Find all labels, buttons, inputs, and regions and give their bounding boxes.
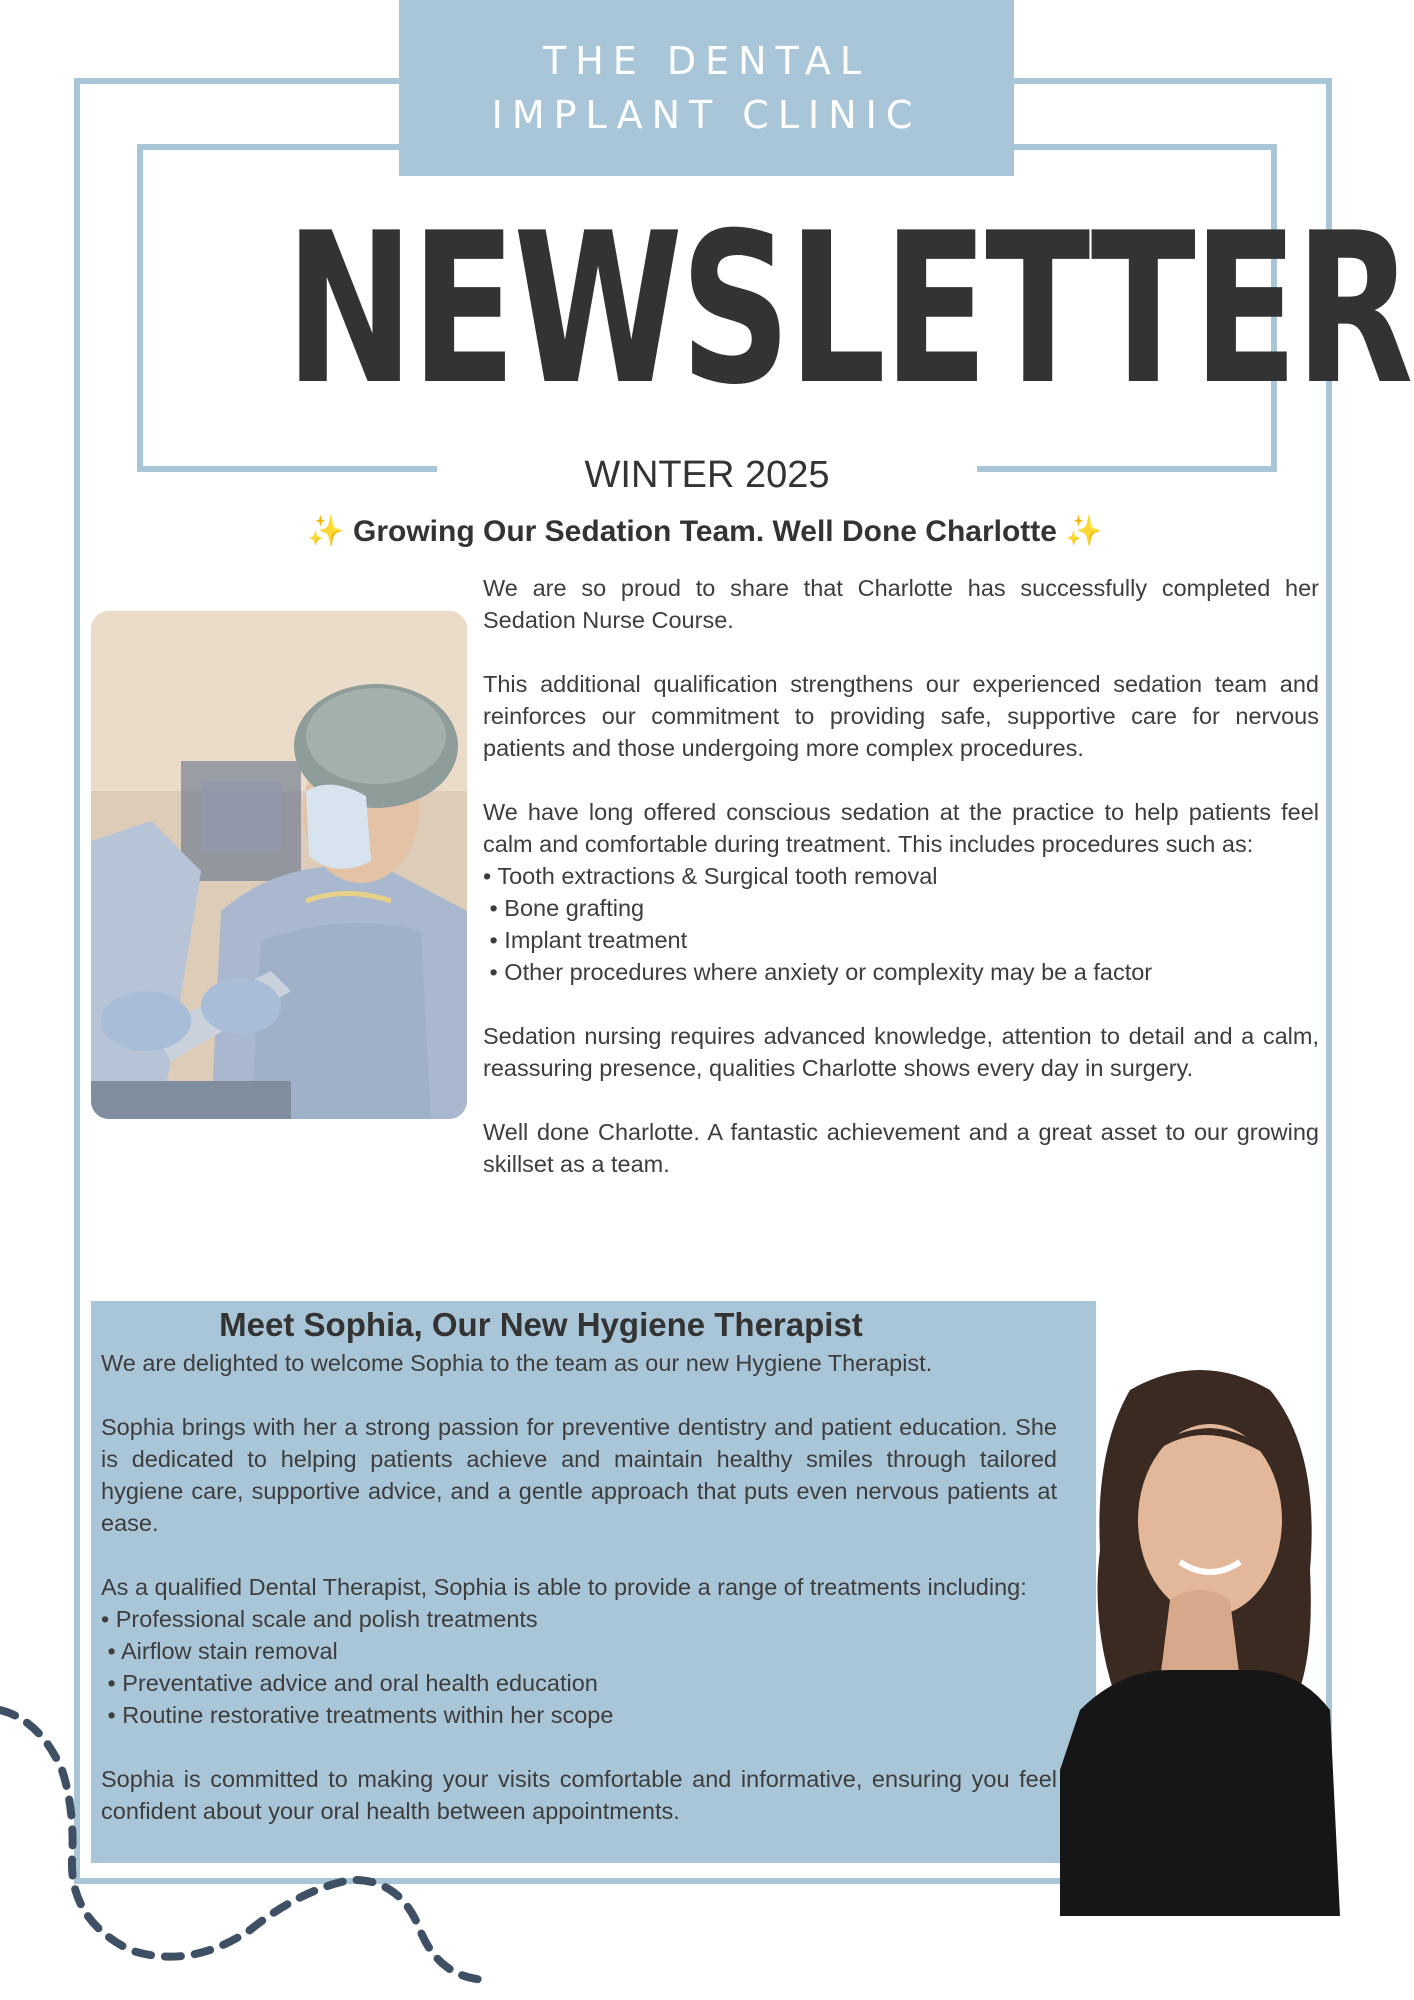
charlotte-article bbox=[483, 572, 1319, 1180]
paragraph: Sophia brings with her a strong passion for preventive dentistry and patient education. She is dedicated to helping patients achieve and maintain healthy smiles through tailored hygiene care, supportive advice, and a gentle approach that puts even nervous patients at ease. bbox=[101, 1414, 1057, 1536]
bullet-item: • Preventative advice and oral health education bbox=[101, 1670, 598, 1696]
paragraph: This additional qualification strengthens our experienced sedation team and reinforces our commitment to providing safe, supportive care for nervous patients and those undergoing more complex procedures. bbox=[483, 671, 1319, 761]
paragraph: We have long offered conscious sedation at the practice to help patients feel calm and comfortable during treatment. This includes procedures such as: bbox=[483, 799, 1319, 857]
bullet-item: • Tooth extractions & Surgical tooth removal bbox=[483, 863, 938, 889]
charlotte-photo-illustration bbox=[91, 611, 467, 1119]
edition-label: WINTER 2025 bbox=[437, 450, 977, 500]
charlotte-section-title bbox=[120, 514, 1290, 549]
bullet-item: • Professional scale and polish treatments bbox=[101, 1606, 538, 1632]
sophia-section-title: Meet Sophia, Our New Hygiene Therapist bbox=[219, 1306, 863, 1343]
clinic-name-line-2: IMPLANT CLINIC bbox=[491, 93, 922, 137]
bullet-item: • Other procedures where anxiety or complexity may be a factor bbox=[483, 959, 1153, 985]
paragraph: Well done Charlotte. A fantastic achievement and a great asset to our growing skillset as a team. bbox=[483, 1119, 1319, 1177]
charlotte-photo bbox=[91, 611, 467, 1119]
newsletter-masthead: NEWSLETTER bbox=[285, 189, 1411, 431]
paragraph: Sophia is committed to making your visits comfortable and informative, ensuring you feel confident about your oral health between appointments. bbox=[101, 1766, 1057, 1824]
charlotte-title-text: Growing Our Sedation Team. Well Done Charlotte bbox=[353, 515, 1057, 548]
sparkle-icon: ✨ bbox=[307, 515, 345, 548]
paragraph: We are so proud to share that Charlotte has successfully completed her Sedation Nurse Course. bbox=[483, 575, 1319, 633]
clinic-name-line-1: THE DENTAL bbox=[543, 39, 870, 83]
bullet-item: • Airflow stain removal bbox=[101, 1638, 338, 1664]
bullet-item: • Routine restorative treatments within her scope bbox=[101, 1702, 614, 1728]
paragraph: Sedation nursing requires advanced knowledge, attention to detail and a calm, reassuring presence, qualities Charlotte shows every day in surgery. bbox=[483, 1023, 1319, 1081]
decorative-squiggle bbox=[0, 1700, 520, 2000]
sophia-portrait-illustration bbox=[1060, 1350, 1340, 1916]
sophia-photo bbox=[1060, 1350, 1340, 1916]
sparkle-icon: ✨ bbox=[1065, 515, 1103, 548]
bullet-item: • Bone grafting bbox=[483, 895, 645, 921]
clinic-banner bbox=[399, 0, 1014, 176]
paragraph: We are delighted to welcome Sophia to the team as our new Hygiene Therapist. bbox=[101, 1350, 933, 1376]
bullet-item: • Implant treatment bbox=[483, 927, 688, 953]
paragraph: As a qualified Dental Therapist, Sophia is able to provide a range of treatments including: bbox=[101, 1574, 1027, 1600]
